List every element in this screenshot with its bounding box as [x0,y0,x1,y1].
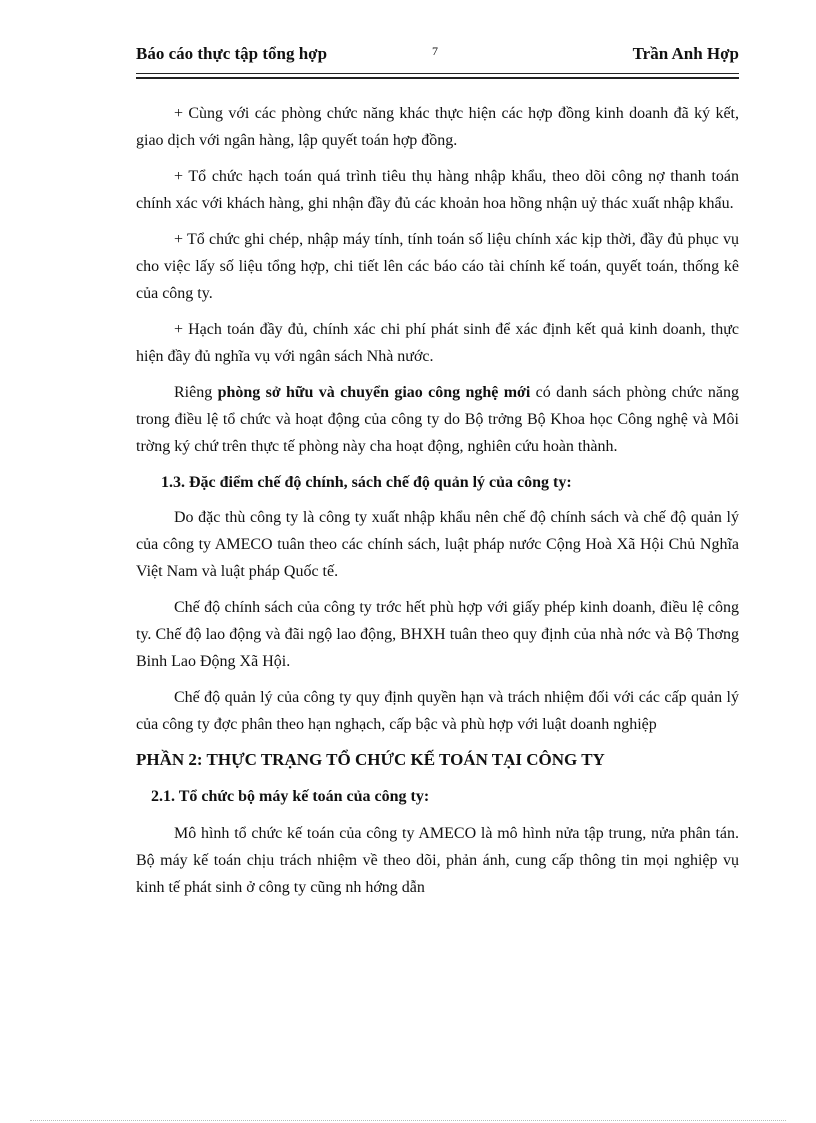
paragraph: Mô hình tổ chức kế toán của công ty AMECO là mô hình nửa tập trung, nửa phân tán. Bộ máy kế toán chịu trách nhiệm về theo dõi, phản ánh, cung cấp thông tin mọi nghiệp vụ kinh tế phát sinh ở công ty cũng nh hớng dẫn [136,825,739,896]
section-heading-1-3: 1.3. Đặc điểm chế độ chính, sách chế độ quản lý của công ty: [161,474,572,491]
paragraph: + Tổ chức hạch toán quá trình tiêu thụ hàng nhập khẩu, theo dõi công nợ thanh toán chính xác với khách hàng, ghi nhận đầy đủ các khoản hoa hồng nhận uỷ thác xuất nhập khẩu. [136,168,739,212]
page-bottom-border [30,1120,786,1121]
paragraph-rest: có danh sách phòng chức năng trong điều lệ tổ chức và hoạt động của công ty do Bộ trởng Bộ Khoa học Công nghệ và Môi trờng ký chứ trên thực tế phòng này cha hoạt động, nghiên cứu hoàn thành. [136,384,739,455]
header-rule-thin [136,73,739,74]
part-heading: PHẦN 2: THỰC TRẠNG TỔ CHỨC KẾ TOÁN TẠI CÔNG TY [136,750,605,769]
paragraph: + Cùng với các phòng chức năng khác thực hiện các hợp đồng kinh doanh đã ký kết, giao dịch với ngân hàng, lập quyết toán hợp đồng. [136,105,739,149]
body-text [136,100,739,910]
paragraph: Do đặc thù công ty là công ty xuất nhập khẩu nên chế độ chính sách và chế độ quản lý của công ty AMECO tuân theo các chính sách, luật pháp nước Cộng Hoà Xã Hội Chủ Nghĩa Việt Nam và luật pháp Quốc tế. [136,509,739,580]
paragraph: + Tổ chức ghi chép, nhập máy tính, tính toán số liệu chính xác kịp thời, đầy đủ phục vụ cho việc lấy số liệu tổng hợp, chi tiết lên các báo cáo tài chính kế toán, quyết toán, thống kê của công ty. [136,231,739,302]
emphasis-text: phòng sở hữu và chuyển giao công nghệ mới [217,384,531,401]
paragraph: + Hạch toán đầy đủ, chính xác chi phí phát sinh để xác định kết quả kinh doanh, thực hiện đầy đủ nghĩa vụ với ngân sách Nhà nước. [136,321,739,365]
paragraph-lead: Riêng [174,384,218,401]
paragraph: Chế độ quản lý của công ty quy định quyền hạn và trách nhiệm đối với các cấp quản lý của công ty đợc phân theo hạn nghạch, cấp bậc và phù hợp với luật doanh nghiệp [136,689,739,733]
paragraph: Chế độ chính sách của công ty trớc hết phù hợp với giấy phép kinh doanh, điều lệ công ty. Chế độ lao động và đãi ngộ lao động, BHXH tuân theo quy định của nhà nớc và Bộ Thơng Binh Lao Động Xã Hội. [136,599,739,670]
header-rule-thick [136,77,739,79]
page-header [136,44,739,72]
page-number: 7 [432,44,438,58]
paragraph-with-emphasis [136,379,739,460]
section-heading-2-1: 2.1. Tổ chức bộ máy kế toán của công ty: [151,788,430,805]
header-title: Báo cáo thực tập tổng hợp [136,44,328,63]
header-author: Trần Anh Hợp [632,44,739,63]
